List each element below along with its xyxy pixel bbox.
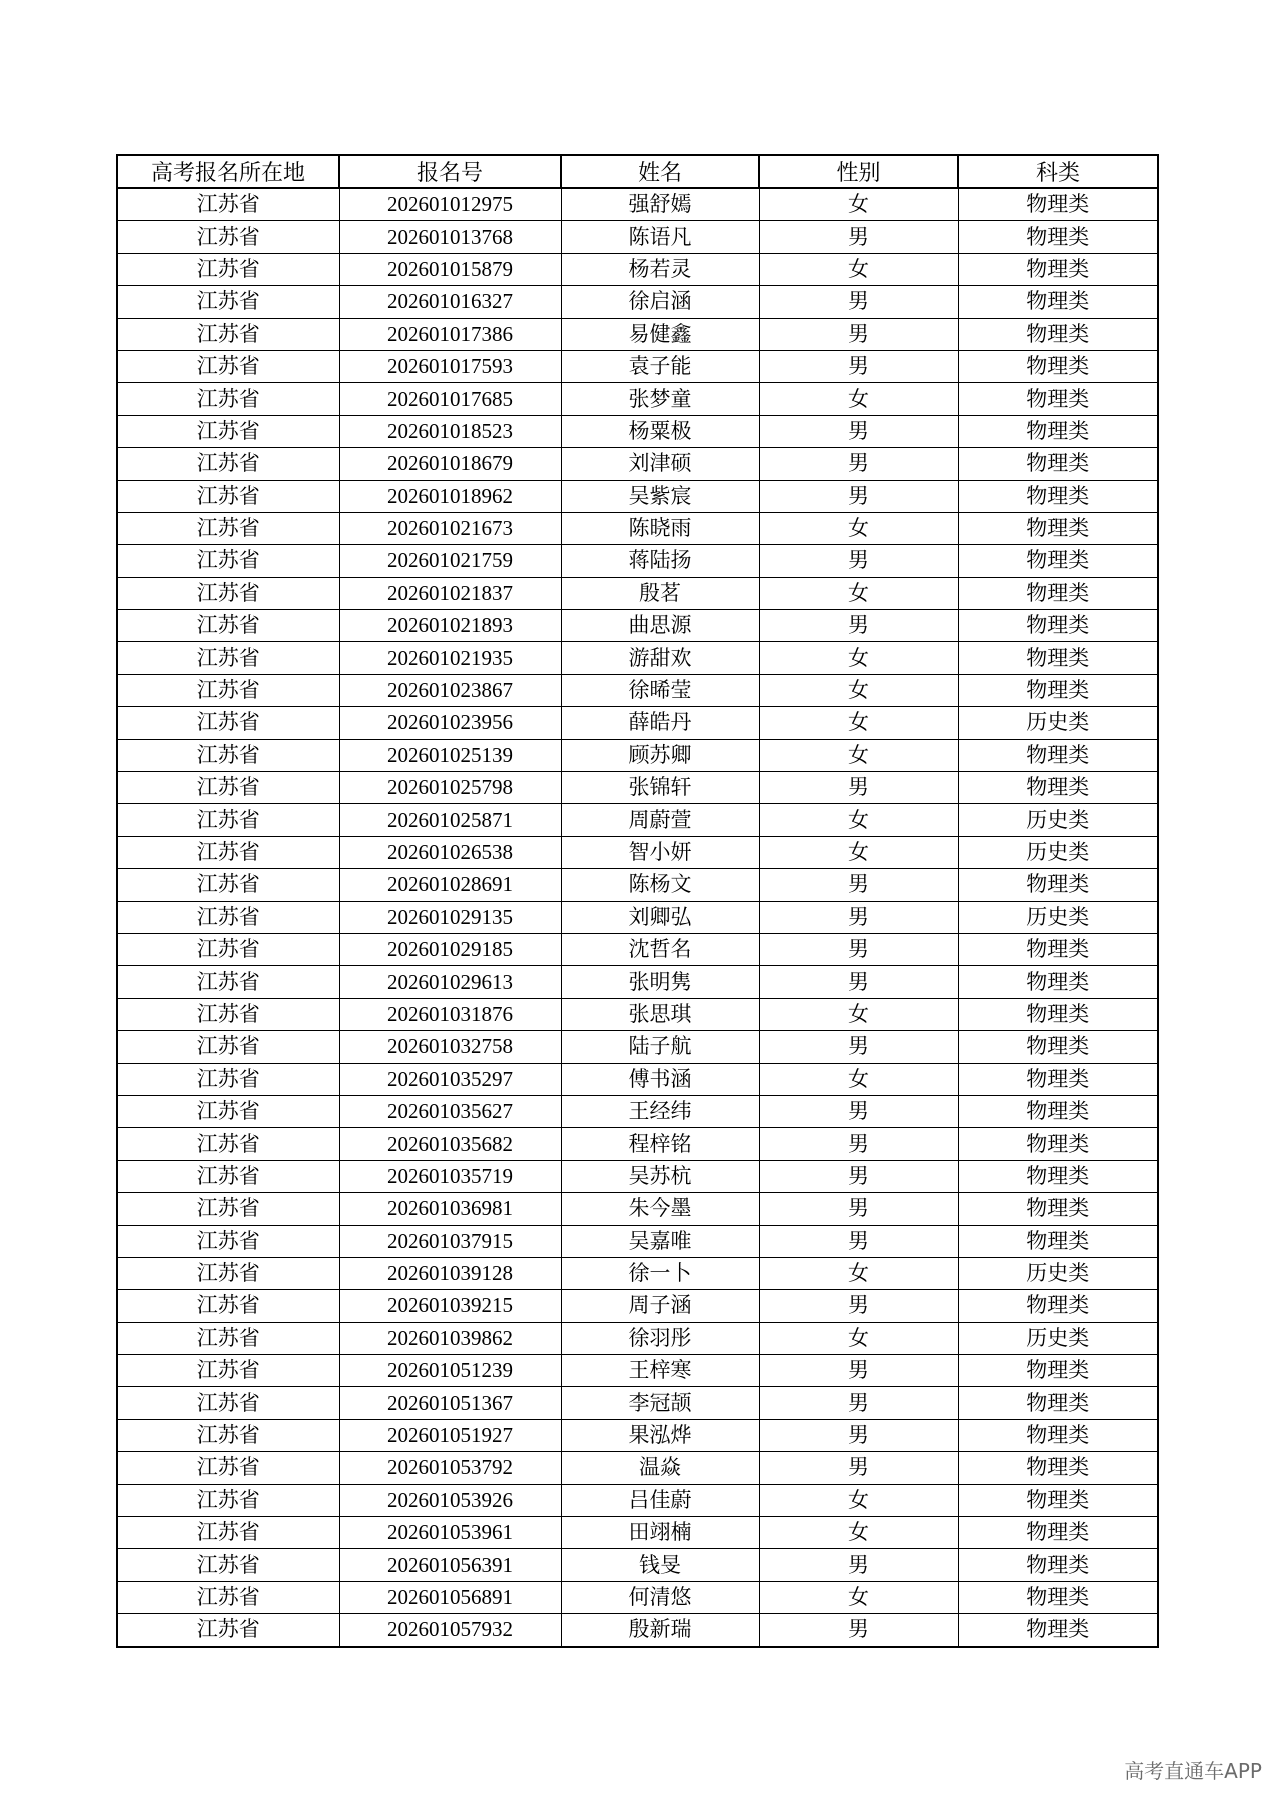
cell-name: 傅书涵 (561, 1063, 759, 1095)
cell-subject-category: 物理类 (958, 188, 1158, 221)
cell-gender: 男 (759, 772, 958, 804)
cell-gender: 男 (759, 869, 958, 901)
table-row (117, 1581, 1158, 1613)
cell-gender: 男 (759, 1549, 958, 1581)
cell-subject-category: 历史类 (958, 707, 1158, 739)
header-gender: 性别 (759, 155, 958, 188)
cell-gender: 女 (759, 253, 958, 285)
cell-subject-category: 物理类 (958, 383, 1158, 415)
cell-registration-number: 202601017685 (339, 383, 561, 415)
cell-gender: 女 (759, 1322, 958, 1354)
cell-subject-category: 物理类 (958, 545, 1158, 577)
table-row (117, 1257, 1158, 1289)
cell-gender: 男 (759, 901, 958, 933)
table-row (117, 1387, 1158, 1419)
cell-location: 江苏省 (117, 1128, 339, 1160)
table-row (117, 1063, 1158, 1095)
table-row (117, 1355, 1158, 1387)
cell-location: 江苏省 (117, 933, 339, 965)
table-row (117, 1419, 1158, 1451)
cell-name: 陈语凡 (561, 221, 759, 253)
cell-location: 江苏省 (117, 448, 339, 480)
table-row (117, 804, 1158, 836)
cell-subject-category: 物理类 (958, 1387, 1158, 1419)
cell-location: 江苏省 (117, 350, 339, 382)
cell-location: 江苏省 (117, 1517, 339, 1549)
cell-subject-category: 物理类 (958, 577, 1158, 609)
cell-subject-category: 物理类 (958, 448, 1158, 480)
cell-subject-category: 物理类 (958, 1225, 1158, 1257)
cell-location: 江苏省 (117, 253, 339, 285)
table-row (117, 1614, 1158, 1647)
cell-name: 张思琪 (561, 998, 759, 1030)
cell-registration-number: 202601025139 (339, 739, 561, 771)
cell-gender: 女 (759, 998, 958, 1030)
cell-gender: 男 (759, 1387, 958, 1419)
table-row (117, 772, 1158, 804)
cell-name: 易健鑫 (561, 318, 759, 350)
table-row (117, 1290, 1158, 1322)
cell-name: 徐晞莹 (561, 674, 759, 706)
cell-registration-number: 202601018962 (339, 480, 561, 512)
cell-subject-category: 物理类 (958, 1419, 1158, 1451)
table-row (117, 869, 1158, 901)
table-row (117, 1517, 1158, 1549)
cell-name: 陈杨文 (561, 869, 759, 901)
cell-location: 江苏省 (117, 1322, 339, 1354)
cell-gender: 男 (759, 1355, 958, 1387)
table-row (117, 1549, 1158, 1581)
cell-subject-category: 历史类 (958, 1322, 1158, 1354)
cell-location: 江苏省 (117, 221, 339, 253)
cell-location: 江苏省 (117, 966, 339, 998)
cell-subject-category: 物理类 (958, 1355, 1158, 1387)
cell-location: 江苏省 (117, 739, 339, 771)
cell-registration-number: 202601056391 (339, 1549, 561, 1581)
cell-name: 陆子航 (561, 1031, 759, 1063)
cell-gender: 女 (759, 707, 958, 739)
cell-registration-number: 202601035627 (339, 1095, 561, 1127)
cell-name: 刘卿弘 (561, 901, 759, 933)
cell-gender: 男 (759, 966, 958, 998)
cell-gender: 女 (759, 188, 958, 221)
cell-registration-number: 202601025798 (339, 772, 561, 804)
table-row (117, 933, 1158, 965)
cell-subject-category: 物理类 (958, 610, 1158, 642)
cell-name: 周子涵 (561, 1290, 759, 1322)
cell-location: 江苏省 (117, 480, 339, 512)
cell-gender: 女 (759, 1484, 958, 1516)
cell-gender: 男 (759, 480, 958, 512)
cell-registration-number: 202601021759 (339, 545, 561, 577)
cell-registration-number: 202601039862 (339, 1322, 561, 1354)
cell-name: 王梓寒 (561, 1355, 759, 1387)
cell-subject-category: 物理类 (958, 966, 1158, 998)
table-row (117, 545, 1158, 577)
cell-location: 江苏省 (117, 998, 339, 1030)
cell-gender: 男 (759, 1419, 958, 1451)
table-row (117, 512, 1158, 544)
cell-subject-category: 物理类 (958, 674, 1158, 706)
table-row (117, 448, 1158, 480)
cell-name: 袁子能 (561, 350, 759, 382)
cell-name: 徐一卜 (561, 1257, 759, 1289)
table-row (117, 1128, 1158, 1160)
cell-gender: 男 (759, 350, 958, 382)
cell-location: 江苏省 (117, 772, 339, 804)
cell-gender: 男 (759, 933, 958, 965)
cell-registration-number: 202601053792 (339, 1452, 561, 1484)
table-row (117, 415, 1158, 447)
cell-registration-number: 202601021837 (339, 577, 561, 609)
cell-subject-category: 物理类 (958, 1031, 1158, 1063)
cell-location: 江苏省 (117, 707, 339, 739)
cell-location: 江苏省 (117, 1452, 339, 1484)
cell-gender: 男 (759, 545, 958, 577)
table-row (117, 1095, 1158, 1127)
cell-subject-category: 物理类 (958, 1160, 1158, 1192)
cell-name: 徐启涵 (561, 286, 759, 318)
cell-gender: 女 (759, 512, 958, 544)
cell-registration-number: 202601053961 (339, 1517, 561, 1549)
cell-name: 吴苏杭 (561, 1160, 759, 1192)
table-row (117, 998, 1158, 1030)
cell-registration-number: 202601039215 (339, 1290, 561, 1322)
cell-name: 殷新瑞 (561, 1614, 759, 1647)
cell-registration-number: 202601056891 (339, 1581, 561, 1613)
cell-name: 曲思源 (561, 610, 759, 642)
cell-location: 江苏省 (117, 1387, 339, 1419)
cell-location: 江苏省 (117, 1031, 339, 1063)
cell-gender: 男 (759, 1095, 958, 1127)
cell-subject-category: 物理类 (958, 1452, 1158, 1484)
cell-subject-category: 物理类 (958, 415, 1158, 447)
cell-subject-category: 物理类 (958, 869, 1158, 901)
cell-name: 陈晓雨 (561, 512, 759, 544)
cell-location: 江苏省 (117, 610, 339, 642)
header-location: 高考报名所在地 (117, 155, 339, 188)
cell-name: 张梦童 (561, 383, 759, 415)
cell-location: 江苏省 (117, 901, 339, 933)
cell-gender: 男 (759, 286, 958, 318)
cell-location: 江苏省 (117, 1581, 339, 1613)
table-row (117, 1484, 1158, 1516)
cell-registration-number: 202601021893 (339, 610, 561, 642)
cell-registration-number: 202601035682 (339, 1128, 561, 1160)
table-row (117, 1160, 1158, 1192)
table-body (117, 188, 1158, 1647)
table-row (117, 1322, 1158, 1354)
cell-name: 顾苏卿 (561, 739, 759, 771)
cell-gender: 女 (759, 642, 958, 674)
cell-gender: 男 (759, 1290, 958, 1322)
cell-name: 张锦轩 (561, 772, 759, 804)
cell-name: 徐羽彤 (561, 1322, 759, 1354)
cell-gender: 男 (759, 1614, 958, 1647)
cell-location: 江苏省 (117, 1484, 339, 1516)
cell-registration-number: 202601017593 (339, 350, 561, 382)
cell-name: 何清悠 (561, 1581, 759, 1613)
cell-registration-number: 202601032758 (339, 1031, 561, 1063)
cell-location: 江苏省 (117, 1290, 339, 1322)
cell-gender: 男 (759, 448, 958, 480)
cell-name: 王经纬 (561, 1095, 759, 1127)
header-registration-number: 报名号 (339, 155, 561, 188)
cell-gender: 女 (759, 804, 958, 836)
cell-location: 江苏省 (117, 804, 339, 836)
table-row (117, 188, 1158, 221)
cell-registration-number: 202601017386 (339, 318, 561, 350)
cell-subject-category: 物理类 (958, 1549, 1158, 1581)
cell-gender: 男 (759, 1160, 958, 1192)
cell-subject-category: 物理类 (958, 739, 1158, 771)
cell-name: 刘津硕 (561, 448, 759, 480)
cell-gender: 女 (759, 1257, 958, 1289)
table-row (117, 966, 1158, 998)
cell-name: 吴紫宸 (561, 480, 759, 512)
cell-gender: 男 (759, 1452, 958, 1484)
cell-registration-number: 202601021673 (339, 512, 561, 544)
cell-registration-number: 202601051367 (339, 1387, 561, 1419)
cell-subject-category: 物理类 (958, 772, 1158, 804)
cell-subject-category: 历史类 (958, 1257, 1158, 1289)
cell-location: 江苏省 (117, 674, 339, 706)
cell-name: 游甜欢 (561, 642, 759, 674)
cell-subject-category: 物理类 (958, 1484, 1158, 1516)
cell-registration-number: 202601015879 (339, 253, 561, 285)
cell-name: 吕佳蔚 (561, 1484, 759, 1516)
cell-location: 江苏省 (117, 545, 339, 577)
table-row (117, 674, 1158, 706)
cell-gender: 女 (759, 383, 958, 415)
cell-registration-number: 202601035719 (339, 1160, 561, 1192)
cell-location: 江苏省 (117, 415, 339, 447)
cell-subject-category: 物理类 (958, 1290, 1158, 1322)
table-row (117, 642, 1158, 674)
cell-gender: 女 (759, 577, 958, 609)
cell-subject-category: 物理类 (958, 1193, 1158, 1225)
cell-location: 江苏省 (117, 642, 339, 674)
cell-gender: 女 (759, 1517, 958, 1549)
watermark: 高考直通车APP (1124, 1759, 1262, 1783)
table-row (117, 221, 1158, 253)
header-row (117, 155, 1158, 188)
cell-name: 张明隽 (561, 966, 759, 998)
table-row (117, 836, 1158, 868)
cell-registration-number: 202601051239 (339, 1355, 561, 1387)
header-subject-category: 科类 (958, 155, 1158, 188)
cell-subject-category: 物理类 (958, 1614, 1158, 1647)
cell-subject-category: 物理类 (958, 318, 1158, 350)
cell-location: 江苏省 (117, 836, 339, 868)
cell-gender: 女 (759, 1063, 958, 1095)
table-row (117, 480, 1158, 512)
table-row (117, 901, 1158, 933)
cell-gender: 男 (759, 1128, 958, 1160)
cell-name: 薛皓丹 (561, 707, 759, 739)
cell-name: 温焱 (561, 1452, 759, 1484)
cell-location: 江苏省 (117, 318, 339, 350)
table-row (117, 253, 1158, 285)
cell-gender: 男 (759, 610, 958, 642)
cell-name: 杨若灵 (561, 253, 759, 285)
cell-location: 江苏省 (117, 512, 339, 544)
cell-registration-number: 202601057932 (339, 1614, 561, 1647)
table-row (117, 1193, 1158, 1225)
cell-location: 江苏省 (117, 188, 339, 221)
cell-name: 蒋陆扬 (561, 545, 759, 577)
cell-location: 江苏省 (117, 1549, 339, 1581)
table-row (117, 739, 1158, 771)
cell-gender: 女 (759, 674, 958, 706)
cell-name: 果泓烨 (561, 1419, 759, 1451)
cell-subject-category: 物理类 (958, 642, 1158, 674)
cell-name: 殷茗 (561, 577, 759, 609)
table-row (117, 1452, 1158, 1484)
cell-gender: 女 (759, 1581, 958, 1613)
table-header (117, 155, 1158, 188)
cell-registration-number: 202601029613 (339, 966, 561, 998)
cell-location: 江苏省 (117, 1193, 339, 1225)
cell-name: 吴嘉唯 (561, 1225, 759, 1257)
registration-table (116, 154, 1159, 1648)
table-row (117, 318, 1158, 350)
cell-name: 智小妍 (561, 836, 759, 868)
cell-gender: 男 (759, 318, 958, 350)
cell-registration-number: 202601037915 (339, 1225, 561, 1257)
cell-registration-number: 202601036981 (339, 1193, 561, 1225)
cell-registration-number: 202601012975 (339, 188, 561, 221)
cell-registration-number: 202601031876 (339, 998, 561, 1030)
cell-registration-number: 202601039128 (339, 1257, 561, 1289)
cell-location: 江苏省 (117, 286, 339, 318)
cell-registration-number: 202601053926 (339, 1484, 561, 1516)
cell-location: 江苏省 (117, 577, 339, 609)
cell-location: 江苏省 (117, 1257, 339, 1289)
cell-registration-number: 202601021935 (339, 642, 561, 674)
table-row (117, 707, 1158, 739)
table-row (117, 1225, 1158, 1257)
cell-subject-category: 物理类 (958, 221, 1158, 253)
cell-subject-category: 物理类 (958, 350, 1158, 382)
cell-name: 周蔚萱 (561, 804, 759, 836)
header-name: 姓名 (561, 155, 759, 188)
cell-subject-category: 物理类 (958, 512, 1158, 544)
table-row (117, 383, 1158, 415)
cell-subject-category: 物理类 (958, 998, 1158, 1030)
cell-gender: 男 (759, 1031, 958, 1063)
cell-subject-category: 物理类 (958, 286, 1158, 318)
cell-subject-category: 物理类 (958, 1517, 1158, 1549)
cell-registration-number: 202601026538 (339, 836, 561, 868)
cell-gender: 男 (759, 1225, 958, 1257)
cell-name: 强舒嫣 (561, 188, 759, 221)
cell-location: 江苏省 (117, 869, 339, 901)
cell-subject-category: 物理类 (958, 253, 1158, 285)
table-row (117, 577, 1158, 609)
cell-name: 田翊楠 (561, 1517, 759, 1549)
cell-location: 江苏省 (117, 1355, 339, 1387)
cell-location: 江苏省 (117, 1095, 339, 1127)
cell-subject-category: 物理类 (958, 480, 1158, 512)
cell-registration-number: 202601025871 (339, 804, 561, 836)
cell-name: 杨粟极 (561, 415, 759, 447)
cell-subject-category: 物理类 (958, 1581, 1158, 1613)
cell-subject-category: 历史类 (958, 836, 1158, 868)
cell-registration-number: 202601035297 (339, 1063, 561, 1095)
cell-subject-category: 物理类 (958, 933, 1158, 965)
cell-gender: 女 (759, 739, 958, 771)
cell-location: 江苏省 (117, 383, 339, 415)
cell-name: 沈哲名 (561, 933, 759, 965)
cell-location: 江苏省 (117, 1419, 339, 1451)
cell-name: 钱旻 (561, 1549, 759, 1581)
cell-location: 江苏省 (117, 1063, 339, 1095)
cell-registration-number: 202601016327 (339, 286, 561, 318)
cell-subject-category: 物理类 (958, 1063, 1158, 1095)
cell-subject-category: 物理类 (958, 1095, 1158, 1127)
cell-subject-category: 物理类 (958, 1128, 1158, 1160)
cell-gender: 男 (759, 221, 958, 253)
cell-registration-number: 202601029185 (339, 933, 561, 965)
cell-gender: 男 (759, 415, 958, 447)
table-row (117, 1031, 1158, 1063)
table-row (117, 610, 1158, 642)
cell-gender: 女 (759, 836, 958, 868)
cell-location: 江苏省 (117, 1160, 339, 1192)
cell-registration-number: 202601051927 (339, 1419, 561, 1451)
cell-location: 江苏省 (117, 1614, 339, 1647)
cell-location: 江苏省 (117, 1225, 339, 1257)
cell-registration-number: 202601029135 (339, 901, 561, 933)
cell-registration-number: 202601028691 (339, 869, 561, 901)
cell-gender: 男 (759, 1193, 958, 1225)
cell-registration-number: 202601013768 (339, 221, 561, 253)
cell-subject-category: 历史类 (958, 804, 1158, 836)
cell-registration-number: 202601018679 (339, 448, 561, 480)
table-row (117, 350, 1158, 382)
cell-name: 朱今墨 (561, 1193, 759, 1225)
cell-name: 李冠颉 (561, 1387, 759, 1419)
cell-registration-number: 202601023956 (339, 707, 561, 739)
cell-name: 程梓铭 (561, 1128, 759, 1160)
cell-registration-number: 202601018523 (339, 415, 561, 447)
cell-registration-number: 202601023867 (339, 674, 561, 706)
table-row (117, 286, 1158, 318)
cell-subject-category: 历史类 (958, 901, 1158, 933)
